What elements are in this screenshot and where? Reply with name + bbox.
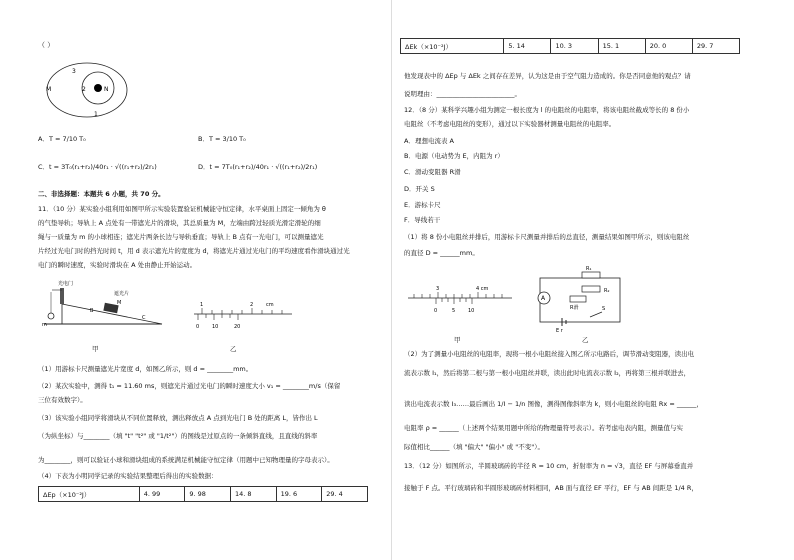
- equipment-item: E．游标卡尺: [404, 201, 441, 209]
- q11-part: （为纵坐标）与________（填 "t" "t²" 或 "1/t²"）的图线是过原点的一条倾斜直线，且直线的斜率: [38, 432, 318, 440]
- svg-text:R₁: R₁: [586, 266, 592, 272]
- option-b: B．T = 3/10 T₀: [198, 135, 246, 143]
- option-c: C．t = 3T₀(r₁+r₂)/40r₁ · √((r₁+r₂)/2r₁): [38, 163, 157, 171]
- table-cell: 29. 4: [322, 487, 368, 502]
- svg-text:E r: E r: [556, 328, 563, 332]
- svg-text:3: 3: [436, 286, 440, 292]
- figure-yi-label: 乙: [582, 336, 589, 344]
- column-divider: [391, 0, 392, 560]
- svg-text:20: 20: [234, 324, 241, 330]
- svg-text:C: C: [142, 315, 146, 321]
- q11-part: 三位有效数字）。: [38, 396, 87, 404]
- q13-line: 13．（12 分）如图所示，半圆玻璃砖的半径 R = 10 cm，折射率为 n = √3，直径 EF 与屏幕垂直并: [404, 462, 694, 470]
- equipment-item: D．开关 S: [404, 185, 435, 193]
- svg-text:10: 10: [468, 308, 475, 314]
- svg-text:4 cm: 4 cm: [476, 286, 489, 292]
- vernier-caliper-figure: [406, 284, 516, 324]
- q12-line: 12．（8 分）某科学兴趣小组为测定一根长度为 l 的电阻丝的电阻率，将该电阻丝截成等长的 8 份小: [404, 106, 690, 114]
- q11-part: （1）用游标卡尺测量遮光片宽度 d，如图乙所示，则 d = ________mm。: [38, 365, 253, 373]
- section-heading: 二、非选择题：本题共 6 小题，共 70 分。: [38, 190, 165, 198]
- q11-discussion: 说明理由：________________________。: [404, 90, 521, 98]
- circuit-diagram: [530, 262, 630, 332]
- q12-part1: （1）将 8 份小电阻丝并排后，用游标卡尺测量并排后的总直径，测量结果如图甲所示，则该电阻丝: [404, 233, 690, 241]
- table-row: [401, 39, 740, 54]
- table-cell: 4. 99: [139, 487, 185, 502]
- equipment-item: F．导线若干: [404, 216, 441, 224]
- figure-jia-label: 甲: [454, 336, 461, 344]
- svg-text:M: M: [46, 86, 52, 93]
- equipment-item: A．理想电流表 A: [404, 137, 454, 145]
- q11-line: 电门的瞬时速度，实验时滑块在 A 处由静止开始运动。: [38, 261, 197, 269]
- q12-part2: 流表示数 I₁，然后将第二根与第一根小电阻丝并联，读出此时电流表示数 I₂，再将第三根并联进去，: [404, 369, 691, 377]
- answer-paren: （ ）: [38, 41, 55, 49]
- q11-part: （4）下表为小明同学记录的实验结果整理后得出的实验数据：: [38, 472, 218, 480]
- svg-text:1: 1: [94, 111, 98, 118]
- table-cell: 20. 0: [645, 39, 692, 54]
- equipment-item: C．滑动变阻器 R滑: [404, 168, 461, 176]
- svg-text:0: 0: [434, 308, 438, 314]
- q12-part1: 的直径 D = ______mm。: [404, 249, 479, 257]
- q11-discussion: 他发现表中的 ΔEp 与 ΔEk 之间存在差异，认为这是由于空气阻力造成的。你是否同意他的观点？请: [404, 72, 691, 80]
- svg-text:m: m: [42, 322, 47, 328]
- table-cell: 9. 98: [185, 487, 231, 502]
- q12-part2: 际值相比______（填 "偏大" "偏小" 或 "不变"）。: [404, 443, 544, 451]
- slider-label: 遮光片: [114, 291, 130, 297]
- svg-text:5: 5: [452, 308, 456, 314]
- svg-text:2: 2: [82, 86, 86, 93]
- table-cell: 19. 6: [276, 487, 322, 502]
- figure-jia-label: 甲: [92, 345, 99, 353]
- option-a: A．T = 7/10 T₀: [38, 135, 86, 143]
- q11-part: 为________，则可以验证小球和滑块组成的系统满足机械能守恒定律（用题中已知物理量的字母表示）。: [38, 456, 334, 464]
- ek-data-table: [400, 38, 740, 54]
- svg-text:2: 2: [250, 302, 254, 308]
- q11-part: （3）该实验小组同学将滑块从不同位置释放，测出释放点 A 点到光电门 B 处的距离 L，皆作出 L: [38, 414, 318, 422]
- q11-part: （2）某次实验中，测得 t₁ = 11.60 ms，则遮光片通过光电门的瞬时速度大小 v₁ = ________m/s（保留: [38, 382, 341, 390]
- q11-line: 的气垫导轨；导轨上 A 点处有一带遮光片的滑块，其总质量为 M，左端由跨过轻质光滑定滑轮的细: [38, 219, 321, 227]
- table-cell: 29. 7: [692, 39, 739, 54]
- q12-part2: （2）为了测量小电阻丝的电阻率，现将一根小电阻丝接入图乙所示电路后，调节滑动变阻器，读出电: [404, 350, 695, 358]
- table-cell: 10. 3: [551, 39, 598, 54]
- svg-text:3: 3: [72, 68, 76, 75]
- q11-line: 11．（10 分）某实验小组利用如图甲所示实验装置验证机械能守恒定律，水平桌面上固定一倾角为 θ: [38, 205, 326, 213]
- q13-line: 接触于 F 点。平行玻璃砖和半圆形玻璃砖材料相同，AB 面与直径 EF 平行，EF 与 AB 间距是 1/4 R，: [404, 484, 698, 492]
- q12-line: 电阻丝（不考虑电阻丝的变形），通过以下实验器材测量电阻丝的电阻率。: [404, 120, 616, 128]
- svg-text:A: A: [541, 295, 546, 302]
- q12-part2: 电阻率 ρ = ______（上述两个结果用题中所给的物理量符号表示）。若考虑电表内阻，测量值与实: [404, 424, 684, 432]
- table-cell: 5. 14: [504, 39, 551, 54]
- svg-text:0: 0: [196, 324, 200, 330]
- table-cell: ΔEk（×10⁻²J）: [401, 39, 504, 54]
- equipment-item: B．电源（电动势为 E，内阻为 r）: [404, 152, 504, 160]
- svg-text:cm: cm: [266, 302, 274, 308]
- table-cell: ΔEp（×10⁻²J）: [39, 487, 140, 502]
- table-cell: 15. 1: [598, 39, 645, 54]
- svg-text:S: S: [602, 306, 606, 312]
- svg-text:R₂: R₂: [604, 288, 610, 294]
- q12-part2: 读出电流表示数 I₃……最后画出 1/I − 1/n 图像，测得图像斜率为 k，则小电阻丝的电阻 Rx = ______，: [404, 400, 703, 408]
- orbit-figure: [42, 60, 132, 120]
- q11-line: 片经过光电门时的挡光时间 t，用 d 表示遮光片的宽度为 d，将遮光片通过光电门的平均速度看作滑块通过光: [38, 247, 350, 255]
- ep-data-table: [38, 486, 368, 502]
- table-row: [39, 487, 368, 502]
- figure-yi-label: 乙: [230, 345, 237, 353]
- svg-text:10: 10: [212, 324, 219, 330]
- svg-text:N: N: [104, 86, 109, 93]
- svg-text:B: B: [90, 308, 94, 314]
- q11-line: 绳与一质量为 m 的小球相连；遮光片两条长边与导轨垂直；导轨上 B 点有一光电门，可以测量遮光: [38, 233, 324, 241]
- svg-text:M: M: [117, 300, 122, 306]
- svg-text:R滑: R滑: [570, 305, 579, 311]
- gate-label: 光电门: [58, 281, 74, 287]
- svg-text:1: 1: [200, 302, 204, 308]
- vernier-caliper-figure: [192, 300, 302, 340]
- option-d: D．t = 7T₀(r₁+r₂)/40r₁ · √((r₁+r₂)/2r₁): [198, 163, 318, 171]
- table-cell: 14. 8: [231, 487, 277, 502]
